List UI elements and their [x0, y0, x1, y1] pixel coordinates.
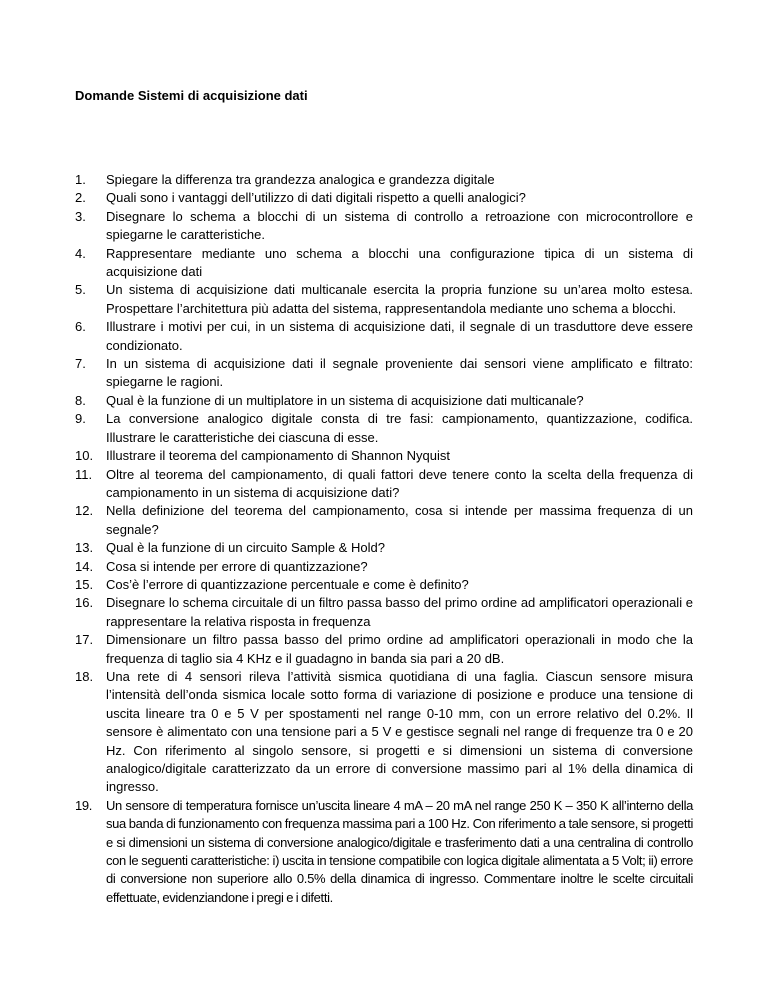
question-number: 13.	[75, 540, 94, 556]
question-text: Rappresentare mediante uno schema a blocchi una configurazione tipica di un sistema di acquisizione dati	[106, 245, 693, 280]
question-item	[75, 631, 693, 668]
question-item	[75, 171, 693, 189]
question-text: Una rete di 4 sensori rileva l’attività sismica quotidiana di una faglia. Ciascun sensore misura l’intensità dell’onda sismica locale sotto forma di variazione di posizione e produce una tensione di uscita lineare tra 0 e 5 V per spostamenti nel range 0-10 mm, con un errore relativo del 0.2%. Il sensore è alimentato con una tensione pari a 5 V e gestisce segnali nel range di frequenze tra 0 e 20 Hz. Con riferimento al singolo sensore, si progetti e si dimensioni un sistema di conversione analogico/digitale caratterizzato da un errore di conversione massimo pari al 1% della dinamica di ingresso.	[106, 668, 693, 795]
question-number: 2.	[75, 190, 86, 206]
question-text: La conversione analogico digitale consta di tre fasi: campionamento, quantizzazione, codifica. Illustrare le caratteristiche dei ciascuna di esse.	[106, 411, 693, 445]
question-text: In un sistema di acquisizione dati il segnale proveniente dai sensori viene amplificato e filtrato: spiegarne le ragioni.	[106, 356, 693, 390]
question-number: 11.	[75, 466, 93, 482]
document-title: Domande Sistemi di acquisizione dati	[75, 88, 308, 103]
question-text: Qual è la funzione di un circuito Sample & Hold?	[106, 540, 385, 556]
question-number: 16.	[75, 595, 94, 611]
question-text: Nella definizione del teorema del campionamento, cosa si intende per massima frequenza di un segnale?	[106, 503, 693, 537]
question-item	[75, 466, 693, 503]
question-number: 4.	[75, 245, 86, 261]
question-item	[75, 576, 693, 594]
question-text: Disegnare lo schema circuitale di un filtro passa basso del primo ordine ad amplificatori operazionali e rappresentare la relativa risposta in frequenza	[106, 595, 693, 629]
question-item	[75, 410, 693, 447]
question-item	[75, 208, 693, 245]
question-text: Disegnare lo schema a blocchi di un sistema di controllo a retroazione con microcontrollore e spiegarne le caratteristiche.	[106, 208, 693, 243]
question-text: Un sensore di temperatura fornisce un’uscita lineare 4 mA – 20 mA nel range 250 K – 350 K all’interno della sua banda di funzionamento con frequenza massima pari a 100 Hz. Con riferimento a tale sensore, si progetti e si dimensioni un sistema di conversione analogico/digitale e trasferimento dati a una centralina di controllo con le seguenti caratteristiche: i) uscita in tensione compatibile con logica digitale alimentata a 5 Volt; ii) errore di conversione non superiore allo 0.5% della dinamica di ingresso. Commentare inoltre le scelte circuitali effettuate, evidenziandone i pregi e i difetti.	[106, 797, 693, 905]
question-text: Dimensionare un filtro passa basso del primo ordine ad amplificatori operazionali in modo che la frequenza di taglio sia 4 KHz e il guadagno in banda sia pari a 20 dB.	[106, 632, 693, 666]
question-number: 6.	[75, 319, 86, 335]
question-item	[75, 447, 693, 465]
question-item	[75, 245, 693, 282]
question-item	[75, 558, 693, 576]
question-number: 18.	[75, 668, 94, 684]
question-text: Qual è la funzione di un multiplatore in un sistema di acquisizione dati multicanale?	[106, 392, 584, 408]
question-number: 14.	[75, 558, 94, 574]
question-number: 5.	[75, 282, 86, 298]
question-item	[75, 189, 693, 207]
question-number: 1.	[75, 172, 86, 187]
question-number: 3.	[75, 208, 86, 224]
question-number: 9.	[75, 411, 86, 427]
question-text: Quali sono i vantaggi dell’utilizzo di dati digitali rispetto a quelli analogici?	[106, 190, 526, 206]
question-number: 17.	[75, 632, 94, 648]
question-text: Cos’è l’errore di quantizzazione percentuale e come è definito?	[106, 576, 469, 592]
question-item	[75, 797, 693, 907]
question-list	[75, 171, 693, 907]
question-text: Cosa si intende per errore di quantizzazione?	[106, 558, 368, 574]
question-item	[75, 668, 693, 797]
question-number: 7.	[75, 356, 86, 372]
question-item	[75, 392, 693, 410]
question-item	[75, 539, 693, 557]
question-text: Oltre al teorema del campionamento, di quali fattori deve tenere conto la scelta della frequenza di campionamento in un sistema di acquisizione dati?	[106, 466, 693, 500]
question-text: Illustrare il teorema del campionamento di Shannon Nyquist	[106, 448, 450, 464]
question-number: 8.	[75, 392, 86, 408]
question-number: 10.	[75, 448, 94, 464]
question-number: 12.	[75, 503, 94, 519]
question-item	[75, 281, 693, 318]
question-item	[75, 355, 693, 392]
question-text: Un sistema di acquisizione dati multicanale esercita la propria funzione su un’area molto estesa. Prospettare l’architettura più adatta del sistema, rappresentandola mediante uno schema a blocchi.	[106, 282, 693, 316]
question-text: Illustrare i motivi per cui, in un sistema di acquisizione dati, il segnale di un trasduttore deve essere condizionato.	[106, 319, 693, 353]
question-number: 15.	[75, 576, 94, 592]
question-item	[75, 594, 693, 631]
question-number: 19.	[75, 797, 93, 813]
question-item	[75, 502, 693, 539]
question-text: Spiegare la differenza tra grandezza analogica e grandezza digitale	[106, 172, 495, 187]
question-item	[75, 318, 693, 355]
